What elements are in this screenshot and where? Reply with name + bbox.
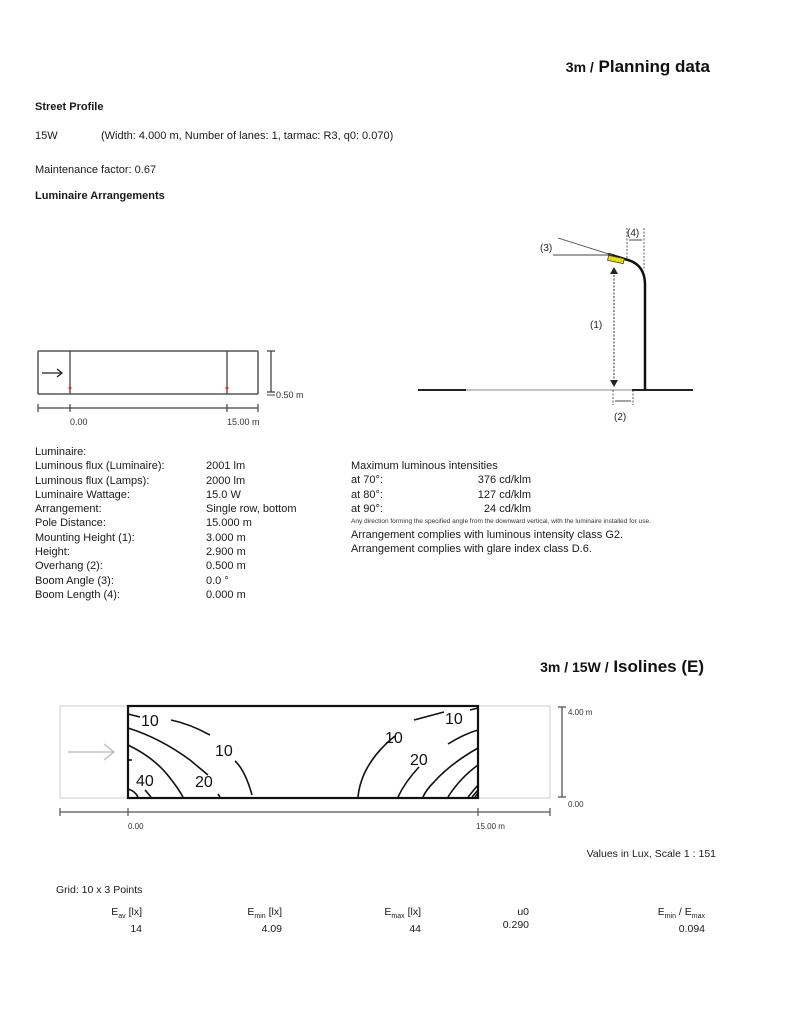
luminaire-row-key: Boom Length (4): — [35, 588, 120, 601]
stat-value: 0.094 — [678, 923, 705, 936]
stat-column — [585, 906, 705, 936]
stat-subscript: min — [664, 913, 676, 921]
luminaire-row — [35, 588, 297, 602]
luminaire-row-value: 2000 lm — [206, 474, 246, 487]
luminaire-marker-start — [69, 387, 72, 390]
maintenance-factor: Maintenance factor: 0.67 — [35, 164, 157, 176]
y-scale — [558, 707, 566, 797]
contour-label: 10 — [215, 743, 233, 760]
intensity-angle: at 70°: — [351, 474, 383, 487]
luminaire-row-value: 3.000 m — [206, 531, 246, 544]
max-intensities — [351, 459, 721, 556]
stat-label — [585, 906, 705, 923]
profile-name: 15W — [35, 130, 58, 142]
isolines-title-main: Isolines (E) — [613, 657, 704, 676]
x-scale — [38, 404, 258, 412]
luminaire-row-key: Arrangement: — [35, 503, 102, 516]
intensity-row — [351, 488, 721, 502]
isolines-diagram — [40, 690, 680, 840]
luminaire-row-key: Luminaire Wattage: — [35, 488, 130, 501]
luminaire-row-key: Pole Distance: — [35, 517, 106, 530]
luminaire-arrangements-heading: Luminaire Arrangements — [35, 190, 165, 202]
luminaire-row — [35, 502, 297, 516]
stat-label — [22, 906, 142, 923]
stat-subscript: max — [391, 913, 405, 921]
luminaire-row-value: 15.000 m — [206, 517, 252, 530]
stat-name: E — [657, 906, 665, 918]
contour-label: 40 — [136, 773, 154, 790]
luminaire-row-key: Boom Angle (3): — [35, 574, 114, 587]
stat-column — [22, 906, 142, 936]
stat-column — [409, 906, 529, 932]
overhang-dimension — [613, 390, 633, 405]
intensity-row — [351, 502, 721, 516]
x-end-label: 15.00 m — [227, 417, 260, 427]
stat-column — [301, 906, 421, 936]
isolines-title-prefix: 3m / 15W / — [540, 659, 609, 675]
intensity-value: 127 cd/klm — [477, 488, 531, 501]
mounting-height-dimension — [610, 267, 618, 387]
planning-title — [566, 57, 710, 77]
luminaire-row-key: Overhang (2): — [35, 560, 103, 573]
stat-value: 14 — [130, 923, 142, 936]
stat-label — [162, 906, 282, 923]
stat-label — [301, 906, 421, 923]
luminaire-data — [35, 445, 297, 602]
stat-unit: / E — [676, 906, 692, 918]
contour-label: 10 — [445, 711, 463, 728]
x-scale — [60, 808, 550, 816]
stat-subscript-2: max — [691, 913, 705, 921]
stat-subscript: av — [118, 913, 126, 921]
luminaire-row — [35, 488, 297, 502]
stat-value: 44 — [409, 923, 421, 936]
stat-unit: [lx] — [404, 906, 421, 918]
label-4: (4) — [627, 228, 640, 239]
profile-details: (Width: 4.000 m, Number of lanes: 1, tarmac: R3, q0: 0.070) — [101, 130, 394, 142]
luminaire-row — [35, 474, 297, 488]
luminaire-row-value: 0.500 m — [206, 560, 246, 573]
y-top-label: 4.00 m — [568, 708, 593, 717]
luminaire-row-key: Mounting Height (1): — [35, 531, 135, 544]
luminaire-row-value: Single row, bottom — [206, 503, 297, 516]
luminaire-marker-end — [226, 387, 229, 390]
width-dimension — [267, 351, 275, 395]
luminaire-row-key: Luminous flux (Lamps): — [35, 474, 150, 487]
width-label: 0.50 m — [276, 390, 304, 400]
boom-angle-line — [558, 238, 612, 255]
grid-note: Grid: 10 x 3 Points — [56, 884, 143, 896]
label-1: (1) — [590, 320, 603, 331]
intensity-row — [351, 473, 721, 487]
luminaire-row-key: Luminous flux (Luminaire): — [35, 460, 165, 473]
compliance-g: Arrangement complies with luminous intensity class G2. — [351, 529, 624, 542]
luminaire-row — [35, 574, 297, 588]
luminaire-row-value: 15.0 W — [206, 488, 241, 501]
luminaire-row — [35, 559, 297, 573]
stat-label — [409, 906, 529, 919]
intensity-angle: at 80°: — [351, 488, 383, 501]
stat-value: 4.09 — [261, 923, 282, 936]
stat-column — [162, 906, 282, 936]
stat-name: u0 — [517, 906, 529, 918]
luminaire-row — [35, 531, 297, 545]
label-3: (3) — [540, 243, 553, 254]
arrangement-diagram — [30, 340, 340, 435]
stat-unit: [lx] — [125, 906, 142, 918]
contour-label: 10 — [385, 730, 403, 747]
luminaire-row-value: 2.900 m — [206, 546, 246, 559]
luminaire-row — [35, 545, 297, 559]
stat-unit: [lx] — [265, 906, 282, 918]
scale-note: Values in Lux, Scale 1 : 151 — [586, 848, 716, 860]
intensities-heading: Maximum luminous intensities — [351, 460, 498, 472]
planning-title-prefix: 3m / — [565, 59, 594, 75]
stat-name: E — [247, 906, 255, 918]
luminaire-row — [35, 459, 297, 473]
x-end-label: 15.00 m — [476, 822, 505, 831]
isolines-title — [540, 657, 704, 677]
direction-arrow-icon — [68, 744, 114, 760]
compliance-d: Arrangement complies with glare index class D.6. — [351, 543, 592, 556]
stat-name: E — [111, 906, 119, 918]
street-profile-heading: Street Profile — [35, 101, 104, 113]
pole-diagram — [400, 210, 720, 440]
stat-subscript: min — [254, 913, 266, 921]
luminaire-heading: Luminaire: — [35, 446, 87, 458]
x-start-label: 0.00 — [70, 417, 88, 427]
intensity-value: 376 cd/klm — [477, 474, 531, 487]
stat-value: 0.290 — [502, 919, 529, 931]
intensity-value: 24 cd/klm — [483, 502, 531, 515]
luminaire-head — [608, 255, 625, 263]
luminaire-row-value: 0.0 ° — [206, 574, 229, 587]
luminaire-row-key: Height: — [35, 546, 70, 559]
x-start-label: 0.00 — [128, 822, 144, 831]
contour-label: 10 — [141, 713, 159, 730]
stat-name: E — [384, 906, 392, 918]
planning-title-main: Planning data — [598, 57, 710, 76]
intensities-note: Any direction forming the specified angle from the downward vertical, with the luminaire installed for use. — [351, 518, 651, 526]
luminaire-row-value: 2001 lm — [206, 460, 246, 473]
label-2: (2) — [614, 412, 627, 423]
luminaire-row-value: 0.000 m — [206, 588, 246, 601]
intensity-angle: at 90°: — [351, 502, 383, 515]
y-bottom-label: 0.00 — [568, 800, 584, 809]
contour-label: 20 — [195, 774, 213, 791]
luminaire-row — [35, 516, 297, 530]
contour-label: 20 — [410, 752, 428, 769]
